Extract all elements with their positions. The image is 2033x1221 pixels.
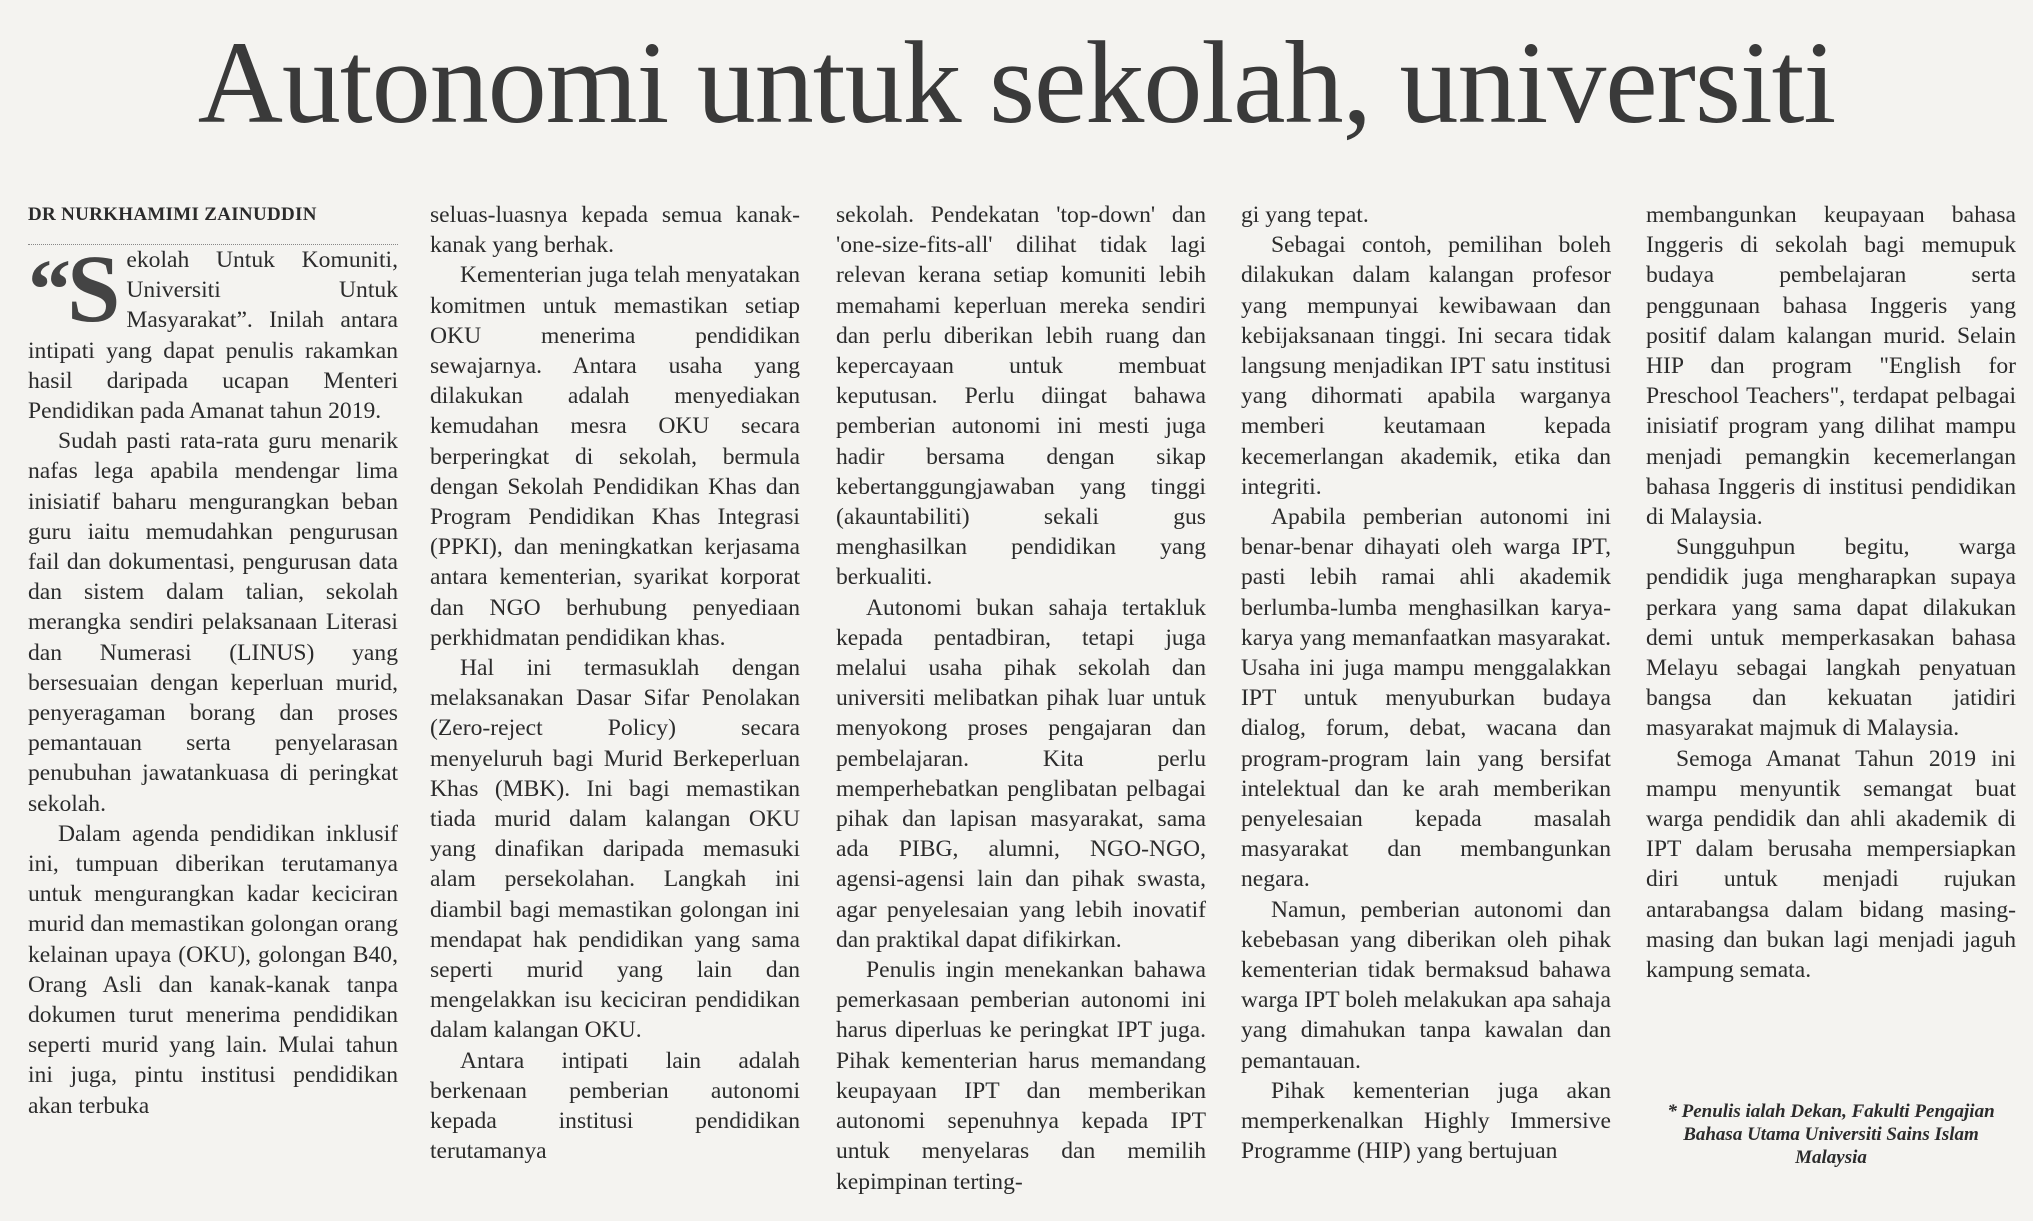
- paragraph: Kementerian juga telah menyatakan komitmen untuk memastikan setiap OKU menerima pendidikan sewajarnya. Antara usaha yang dilakukan adalah menyediakan kemudahan mesra OKU secara berperingkat di sekolah, bermula dengan Sekolah Pendidikan Khas dan Program Pendidikan Khas Integrasi (PPKI), dan meningkatkan kerjasama antara kementerian, syarikat korporat dan NGO berhubung penyediaan perkhidmatan pendidikan khas.: [430, 262, 800, 651]
- paragraph: Apabila pemberian autonomi ini benar-benar dihayati oleh warga IPT, pasti lebih ramai ahli akademik berlumba-lumba menghasilkan karya-karya yang memanfaatkan masyarakat. Usaha ini juga mampu menggalakkan IPT untuk menyuburkan budaya dialog, forum, debat, wacana dan program-program lain yang bersifat intelektual dan ke arah memberikan penyelesaian kepada masalah masyarakat dan membangunkan negara.: [1241, 504, 1611, 893]
- byline: DR NURKHAMIMI ZAINUDDIN: [28, 200, 398, 245]
- article-column-5: [1646, 200, 2016, 1210]
- paragraph: Namun, pemberian autonomi dan kebebasan yang diberikan oleh pihak kementerian tidak bermaksud bahawa warga IPT boleh melakukan apa sahaja yang dimahukan tanpa kawalan dan pemantauan.: [1241, 896, 1611, 1074]
- paragraph: seluas-luasnya kepada semua kanak-kanak yang berhak.: [430, 202, 800, 259]
- paragraph: Sebagai contoh, pemilihan boleh dilakukan dalam kalangan profesor yang mempunyai kewibawaan dan kebijaksanaan tinggi. Ini secara tidak langsung menjadikan IPT satu institusi yang dihormati apabila warganya memberi keutamaan kepada kecemerlangan akademik, etika dan integriti.: [1241, 232, 1611, 500]
- paragraph: Antara intipati lain adalah berkenaan pemberian autonomi kepada institusi pendidikan terutamanya: [430, 1047, 800, 1165]
- drop-cap-letter: S: [67, 235, 121, 342]
- paragraph: Dalam agenda pendidikan inklusif ini, tumpuan diberikan terutamanya untuk mengurangkan kadar keciciran murid dan memastikan golongan orang kelainan upaya (OKU), golongan B40, Orang Asli dan kanak-kanak tanpa dokumen turut menerima pendidikan seperti murid yang lain. Mulai tahun ini juga, pintu institusi pendidikan akan terbuka: [28, 820, 398, 1119]
- paragraph: Penulis ingin menekankan bahawa pemerkasaan pemberian autonomi ini harus diperluas ke peringkat IPT juga. Pihak kementerian harus memandang keupayaan IPT dan memberikan autonomi sepenuhnya kepada IPT untuk menyelaras dan memilih kepimpinan terting-: [836, 957, 1206, 1195]
- paragraph: Pihak kementerian juga akan memperkenalkan Highly Immersive Programme (HIP) yang bertujuan: [1241, 1077, 1611, 1165]
- article-column-2: [430, 200, 800, 1210]
- lead-paragraph: [28, 235, 398, 426]
- paragraph: Sudah pasti rata-rata guru menarik nafas lega apabila mendengar lima inisiatif baharu mengurangkan beban guru iaitu memudahkan pengurusan fail dan dokumentasi, pengurusan data dan sistem dalam talian, sekolah merangka sendiri pelaksanaan Literasi dan Numerasi (LINUS) yang bersesuaian dengan keperluan murid, penyeragaman borang dan proses pemantauan serta penyelarasan penubuhan jawatankuasa di peringkat sekolah.: [28, 428, 398, 817]
- drop-cap: [28, 235, 121, 342]
- paragraph: Sungguhpun begitu, warga pendidik juga mengharapkan supaya perkara yang sama dapat dilakukan demi untuk memperkasakan bahasa Melayu sebagai langkah penyatuan bangsa dan kekuatan jatidiri masyarakat majmuk di Malaysia.: [1646, 534, 2016, 742]
- lead-text: ekolah Untuk Komuniti, Universiti Untuk Masyarakat”. Inilah antara intipati yang dapat penulis rakamkan hasil daripada ucapan Menteri Pendidikan pada Amanat tahun 2019.: [28, 247, 398, 425]
- drop-cap-quote: “: [28, 241, 67, 337]
- article-column-3: [836, 200, 1206, 1210]
- paragraph: Autonomi bukan sahaja tertakluk kepada pentadbiran, tetapi juga melalui usaha pihak sekolah dan universiti melibatkan pihak luar untuk menyokong proses pengajaran dan pembelajaran. Kita perlu memperhebatkan penglibatan pelbagai pihak dan lapisan masyarakat, sama ada PIBG, alumni, NGO-NGO, agensi-agensi lain dan pihak swasta, agar penyelesaian yang lebih inovatif dan praktikal dapat difikirkan.: [836, 594, 1206, 953]
- author-footnote: * Penulis ialah Dekan, Fakulti Pengajian Bahasa Utama Universiti Sains Islam Malaysia: [1667, 1101, 1995, 1168]
- article-column-4: [1241, 200, 1611, 1210]
- paragraph: sekolah. Pendekatan 'top-down' dan 'one-size-fits-all' dilihat tidak lagi relevan kerana setiap komuniti lebih memahami keperluan mereka sendiri dan perlu diberikan lebih ruang dan kepercayaan untuk membuat keputusan. Perlu diingat bahawa pemberian autonomi ini mesti juga hadir bersama dengan sikap kebertanggungjawaban yang tinggi (akauntabiliti) sekali gus menghasilkan pendidikan yang berkualiti.: [836, 202, 1206, 591]
- paragraph: gi yang tepat.: [1241, 202, 1369, 228]
- paragraph: Hal ini termasuklah dengan melaksanakan Dasar Sifar Penolakan (Zero-reject Policy) secara menyeluruh bagi Murid Berkeperluan Khas (MBK). Ini bagi memastikan tiada murid dalam kalangan OKU yang dinafikan daripada memasuki alam persekolahan. Langkah ini diambil bagi memastikan golongan ini mendapat hak pendidikan yang sama seperti murid yang lain dan mengelakkan isu keciciran pendidikan dalam kalangan OKU.: [430, 655, 800, 1044]
- article-column-1: [28, 200, 398, 1210]
- headline: Autonomi untuk sekolah, universiti: [197, 17, 1836, 148]
- paragraph: membangunkan keupayaan bahasa Inggeris di sekolah bagi memupuk budaya pembelajaran serta penggunaan bahasa Inggeris yang positif dalam kalangan murid. Selain HIP dan program "English for Preschool Teachers", terdapat pelbagai inisiatif program yang dilihat mampu menjadi pemangkin kecemerlangan bahasa Inggeris di institusi pendidikan di Malaysia.: [1646, 202, 2016, 531]
- paragraph: Semoga Amanat Tahun 2019 ini mampu menyuntik semangat buat warga pendidik dan ahli akademik di IPT dalam berusaha mempersiapkan diri untuk menjadi rujukan antarabangsa dalam bidang masing-masing dan bukan lagi menjadi jaguh kampung semata.: [1646, 745, 2016, 984]
